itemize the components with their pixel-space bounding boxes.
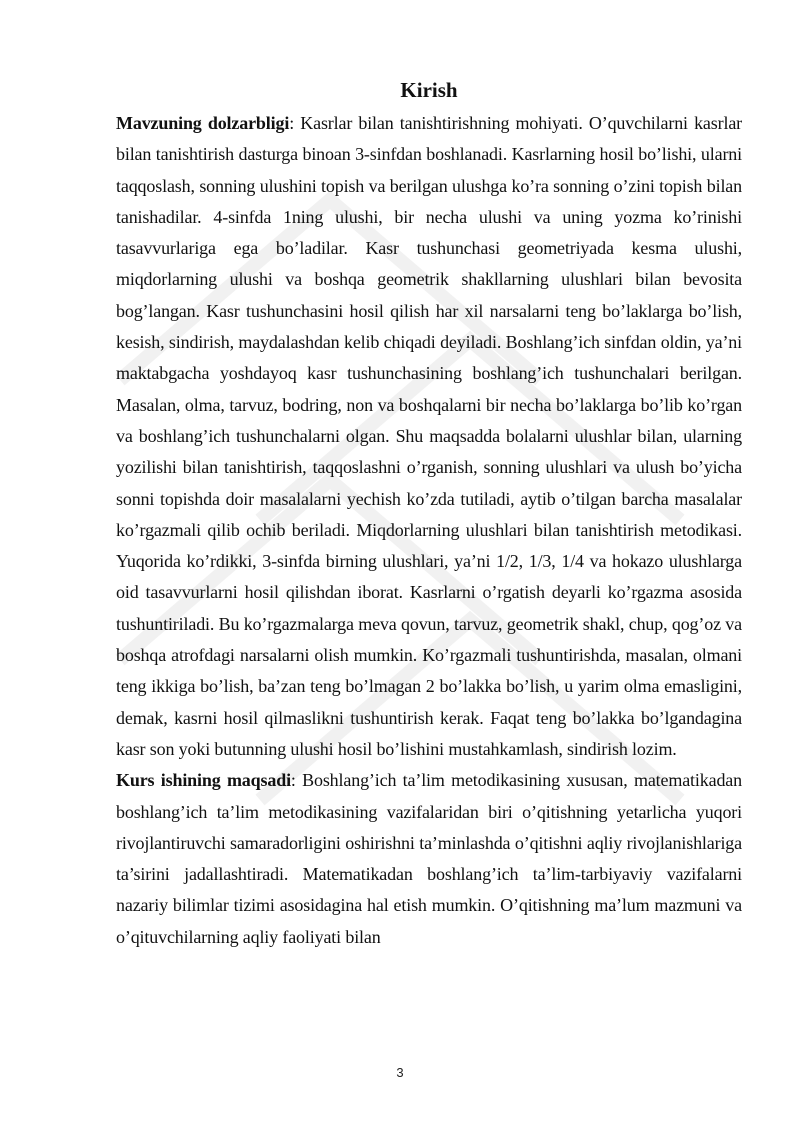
document-page xyxy=(116,74,742,953)
section-relevance-text: Kasrlar bilan tanishtirishning mohiyati. O’quvchilarni kasrlar bilan tanishtirish dasturga binoan 3-sinfdan boshlanadi. Kasrlarning hosil bo’lishi, ularni taqqoslash, sonning ulushini topish va berilgan ulushga ko’ra sonning o’zini topish bilan tanishadilar. 4-sinfda 1ning ulushi, bir necha ulushi va uning yozma ko’rinishi tasavvurlariga ega bo’ladilar. Kasr tushunchasi geometriyada kesma ulushi, miqdorlarning ulushi va boshqa geometrik shakllarning ulushlari bilan bevosita bog’langan. Kasr tushunchasini hosil qilish har xil narsalarni teng bo’laklarga bo’lish, kesish, sindirish, maydalashdan kelib chiqadi deyiladi. Boshlang’ich sinfdan oldin, ya’ni maktabgacha yoshdayoq kasr tushunchasining boshlang’ich tushunchalari berilgan. Masalan, olma, tarvuz, bodring, non va boshqalarni bir necha bo’laklarga bo’lib ko’rgan va boshlang’ich tushunchalarni olgan. Shu maqsadda bolalarni ulushlar bilan, ularning yozilishi bilan tanishtirish, taqqoslashni o’rganish, sonning ulushlari va ulush bo’yicha sonni topishda doir masalalarni yechish ko’zda tutiladi, aytib o’tilgan barcha masalalar ko’rgazmali qilib ochib beriladi. Miqdorlarning ulushlari bilan tanishtirish metodikasi. Yuqorida ko’rdikki, 3-sinfda birning ulushlari, ya’ni 1/2, 1/3, 1/4 va hokazo ulushlarga oid tasavvurlarni hosil qilishdan iborat. Kasrlarni o’rgatish deyarli ko’rgazma asosida tushuntiriladi. Bu ko’rgazmalarga meva qovun, tarvuz, geometrik shakl, chup, qog’oz va boshqa atrofdagi narsalarni olish mumkin. Ko’rgazmali tushuntirishda, masalan, olmani teng ikkiga bo’lish, ba’zan teng bo’lmagan 2 bo’lakka bo’lish, u yarim olma emasligini, demak, kasrni hosil qilmaslikni tushuntirish kerak. Faqat teng bo’lakka bo’lgandagina kasr son yoki butunning ulushi hosil bo’lishini mustahkamlash, sindirish lozim. xyxy=(116,113,742,759)
heading-separator: : xyxy=(290,770,303,791)
section-relevance-heading: Mavzuning dolzarbligi xyxy=(116,113,290,133)
section-goal xyxy=(116,765,742,953)
document-title: Kirish xyxy=(400,78,458,102)
section-relevance xyxy=(116,108,742,765)
section-goal-text: Boshlang’ich ta’lim metodikasining xususan, matematikadan boshlang’ich ta’lim metodikasining vazifalaridan biri o’qitishning yetarlicha yuqori rivojlantiruvchi samaradorligini oshirishni ta’minlashda o’qitishni aqliy rivojlanishlariga ta’sirini jadallashtiradi. Matematikadan boshlang’ich ta’lim-tarbiyaviy vazifalarni nazariy bilimlar tizimi asosidagina hal etish mumkin. O’qitishning ma’lum mazmuni va o’qituvchilarning aqliy faoliyati bilan xyxy=(116,770,742,947)
section-goal-heading: Kurs ishining maqsadi xyxy=(116,770,291,791)
heading-separator: : xyxy=(289,113,301,133)
page-number: 3 xyxy=(396,1065,404,1080)
